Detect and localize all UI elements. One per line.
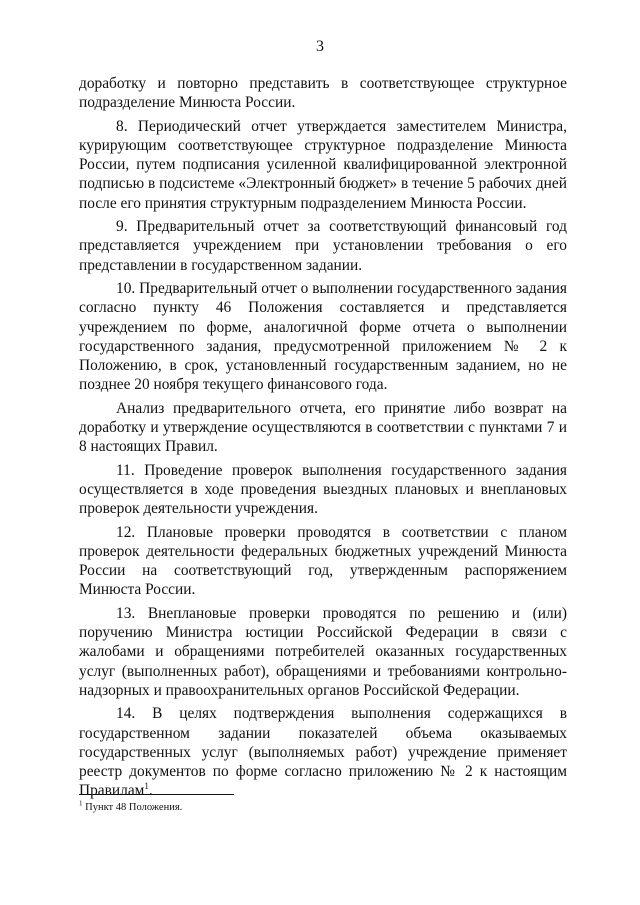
paragraph-14: 14. В целях подтверждения выполнения содержащихся в государственном задании показателей объема оказываемых государственных услуг (выполняемых работ) учреждение применяет реестр документов по форме согласно приложению № 2 к настоящим Правилам$^1$.: [79, 705, 567, 800]
paragraph-continuation: доработку и повторно представить в соответствующее структурное подразделение Минюста России.: [79, 75, 567, 112]
paragraph-8: 8. Периодический отчет утверждается заместителем Министра, курирующим соответствующее структурное подразделение Минюста России, путем подписания усиленной квалифицированной электронной подписью в подсистеме «Электронный бюджет» в течение 5 рабочих дней после его принятия структурным подразделением Минюста России.: [79, 117, 567, 212]
footnote-divider: [79, 794, 234, 795]
page-number: 3: [316, 38, 324, 55]
footnote-reference[interactable]: 1: [144, 781, 149, 792]
paragraph-11: 11. Проведение проверок выполнения государственного задания осуществляется в ходе проведения выездных плановых и внеплановых проверок деятельности учреждения.: [79, 461, 567, 518]
paragraph-10-analysis: Анализ предварительного отчета, его принятие либо возврат на доработку и утверждение осуществляются в соответствии с пунктами 7 и 8 настоящих Правил.: [79, 399, 567, 456]
footnote-marker: 1: [79, 799, 83, 808]
paragraph-13: 13. Внеплановые проверки проводятся по решению и (или) поручению Министра юстиции Российской Федерации в связи с жалобами и обращениями потребителей оказанных государственных услуг (выполненных работ), обращениями и требованиями контрольно-надзорных и правоохранительных органов Российской Федерации.: [79, 604, 567, 699]
document-body: [79, 74, 567, 805]
paragraph-10: 10. Предварительный отчет о выполнении государственного задания согласно пункту 46 Положения составляется и представляется учреждением по форме, аналогичной форме отчета о выполнении государственного задания, предусмотренной приложением № 2 к Положению, в срок, установленный государственным заданием, но не позднее 20 ноября текущего финансового года.: [79, 279, 567, 394]
footnote: [79, 801, 567, 814]
paragraph-14-text: 14. В целях подтверждения выполнения содержащихся в государственном задании показателей объема оказываемых государственных услуг (выполняемых работ) учреждение применяет реестр документов по форме согласно приложению № 2 к настоящим Правилам: [79, 705, 567, 800]
paragraph-9: 9. Предварительный отчет за соответствующий финансовый год представляется учреждением при установлении требования о его представлении в государственном задании.: [79, 218, 567, 274]
paragraph-12: 12. Плановые проверки проводятся в соответствии с планом проверок деятельности федеральных бюджетных учреждений Минюста России на соответствующий год, утвержденным распоряжением Минюста России.: [79, 523, 567, 599]
footnote-text: Пункт 48 Положения.: [85, 802, 183, 813]
